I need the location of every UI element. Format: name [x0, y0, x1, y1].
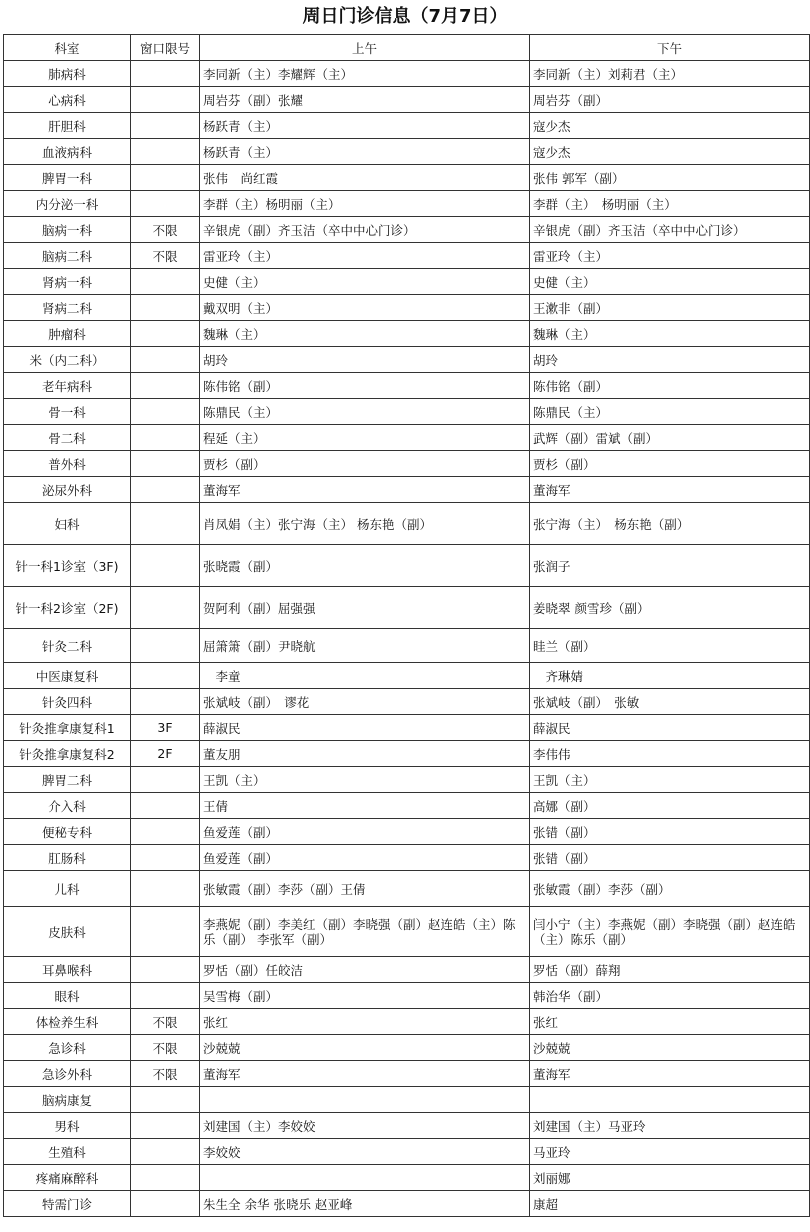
limit-cell: 2F: [131, 741, 200, 767]
dept-cell: 针灸推拿康复科2: [4, 741, 131, 767]
limit-cell: [131, 321, 200, 347]
limit-cell: [131, 451, 200, 477]
am-cell: 董海军: [200, 477, 530, 503]
table-row: [4, 845, 810, 871]
table-row: [4, 767, 810, 793]
pm-cell: 闫小宁（主）李燕妮（副）李晓强（副）赵连皓（主）陈乐（副）: [530, 907, 810, 957]
limit-cell: [131, 61, 200, 87]
header-am: 上午: [200, 35, 530, 61]
limit-cell: 不限: [131, 1061, 200, 1087]
limit-cell: [131, 269, 200, 295]
dept-cell: 体检养生科: [4, 1009, 131, 1035]
am-cell: 张斌岐（副） 谬花: [200, 689, 530, 715]
pm-cell: 张润子: [530, 545, 810, 587]
am-cell: 史健（主）: [200, 269, 530, 295]
am-cell: 陈鼎民（主）: [200, 399, 530, 425]
am-cell: 鱼爱莲（副）: [200, 845, 530, 871]
limit-cell: [131, 871, 200, 907]
dept-cell: 骨二科: [4, 425, 131, 451]
am-cell: 胡玲: [200, 347, 530, 373]
dept-cell: 急诊外科: [4, 1061, 131, 1087]
limit-cell: 不限: [131, 1035, 200, 1061]
dept-cell: 针灸推拿康复科1: [4, 715, 131, 741]
am-cell: 吴雪梅（副）: [200, 983, 530, 1009]
table-row: [4, 295, 810, 321]
pm-cell: [530, 1087, 810, 1113]
table-row: [4, 663, 810, 689]
table-row: [4, 139, 810, 165]
limit-cell: [131, 545, 200, 587]
table-row: [4, 1139, 810, 1165]
am-cell: 杨跃青（主）: [200, 113, 530, 139]
am-cell: 辛银虎（副）齐玉洁（卒中中心门诊）: [200, 217, 530, 243]
dept-cell: 内分泌一科: [4, 191, 131, 217]
table-row: [4, 451, 810, 477]
table-row: [4, 61, 810, 87]
table-row: [4, 689, 810, 715]
dept-cell: 男科: [4, 1113, 131, 1139]
table-row: [4, 425, 810, 451]
pm-cell: 韩治华（副）: [530, 983, 810, 1009]
dept-cell: 肺病科: [4, 61, 131, 87]
table-row: [4, 741, 810, 767]
table-row: [4, 1035, 810, 1061]
am-cell: 朱生全 余华 张晓乐 赵亚峰: [200, 1191, 530, 1217]
table-header-row: [4, 35, 810, 61]
am-cell: 张晓霞（副）: [200, 545, 530, 587]
table-row: [4, 1165, 810, 1191]
table-row: [4, 191, 810, 217]
table-row: [4, 907, 810, 957]
table-row: [4, 243, 810, 269]
limit-cell: [131, 477, 200, 503]
limit-cell: [131, 1191, 200, 1217]
dept-cell: 脑病一科: [4, 217, 131, 243]
pm-cell: 辛银虎（副）齐玉洁（卒中中心门诊）: [530, 217, 810, 243]
dept-cell: 便秘专科: [4, 819, 131, 845]
dept-cell: 疼痛麻醉科: [4, 1165, 131, 1191]
dept-cell: 针灸二科: [4, 629, 131, 663]
pm-cell: 寇少杰: [530, 139, 810, 165]
table-row: [4, 87, 810, 113]
table-row: [4, 269, 810, 295]
am-cell: 王倩: [200, 793, 530, 819]
dept-cell: 眼科: [4, 983, 131, 1009]
pm-cell: 胡玲: [530, 347, 810, 373]
table-row: [4, 373, 810, 399]
dept-cell: 肝胆科: [4, 113, 131, 139]
pm-cell: 王凯（主）: [530, 767, 810, 793]
table-row: [4, 1113, 810, 1139]
pm-cell: 周岩芬（副）: [530, 87, 810, 113]
dept-cell: 肾病二科: [4, 295, 131, 321]
limit-cell: [131, 1139, 200, 1165]
am-cell: 雷亚玲（主）: [200, 243, 530, 269]
pm-cell: 眭兰（副）: [530, 629, 810, 663]
pm-cell: 薛淑民: [530, 715, 810, 741]
pm-cell: 康超: [530, 1191, 810, 1217]
limit-cell: 不限: [131, 217, 200, 243]
am-cell: 张伟 尚红霞: [200, 165, 530, 191]
am-cell: 鱼爱莲（副）: [200, 819, 530, 845]
limit-cell: [131, 907, 200, 957]
am-cell: 张红: [200, 1009, 530, 1035]
table-row: [4, 957, 810, 983]
table-row: [4, 477, 810, 503]
dept-cell: 泌尿外科: [4, 477, 131, 503]
limit-cell: [131, 295, 200, 321]
pm-cell: 沙兢兢: [530, 1035, 810, 1061]
am-cell: 李燕妮（副）李美红（副）李晓强（副）赵连皓（主）陈乐（副） 李张军（副）: [200, 907, 530, 957]
dept-cell: 急诊科: [4, 1035, 131, 1061]
dept-cell: 脾胃二科: [4, 767, 131, 793]
dept-cell: 骨一科: [4, 399, 131, 425]
limit-cell: [131, 347, 200, 373]
limit-cell: 不限: [131, 243, 200, 269]
am-cell: 屈箫箫（副）尹晓航: [200, 629, 530, 663]
table-row: [4, 503, 810, 545]
table-row: [4, 347, 810, 373]
dept-cell: 针灸四科: [4, 689, 131, 715]
limit-cell: [131, 1165, 200, 1191]
limit-cell: [131, 113, 200, 139]
table-row: [4, 1087, 810, 1113]
dept-cell: 针一科2诊室（2F): [4, 587, 131, 629]
pm-cell: 李群（主） 杨明丽（主）: [530, 191, 810, 217]
am-cell: 李姣姣: [200, 1139, 530, 1165]
header-pm: 下午: [530, 35, 810, 61]
dept-cell: 心病科: [4, 87, 131, 113]
pm-cell: 张红: [530, 1009, 810, 1035]
schedule-table: [3, 34, 810, 1217]
am-cell: 魏琳（主）: [200, 321, 530, 347]
am-cell: 戴双明（主）: [200, 295, 530, 321]
am-cell: 董友朋: [200, 741, 530, 767]
dept-cell: 老年病科: [4, 373, 131, 399]
am-cell: 肖凤娟（主）张宁海（主） 杨东艳（副）: [200, 503, 530, 545]
limit-cell: [131, 983, 200, 1009]
dept-cell: 脾胃一科: [4, 165, 131, 191]
dept-cell: 特需门诊: [4, 1191, 131, 1217]
table-row: [4, 715, 810, 741]
pm-cell: 高娜（副）: [530, 793, 810, 819]
dept-cell: 生殖科: [4, 1139, 131, 1165]
dept-cell: 普外科: [4, 451, 131, 477]
limit-cell: [131, 957, 200, 983]
limit-cell: [131, 587, 200, 629]
pm-cell: 雷亚玲（主）: [530, 243, 810, 269]
limit-cell: 不限: [131, 1009, 200, 1035]
dept-cell: 米（内二科）: [4, 347, 131, 373]
header-dept: 科室: [4, 35, 131, 61]
pm-cell: 陈伟铭（副）: [530, 373, 810, 399]
dept-cell: 血液病科: [4, 139, 131, 165]
am-cell: 刘建国（主）李姣姣: [200, 1113, 530, 1139]
table-row: [4, 1061, 810, 1087]
pm-cell: 李同新（主）刘莉君（主）: [530, 61, 810, 87]
am-cell: 李同新（主）李耀辉（主）: [200, 61, 530, 87]
am-cell: 薛淑民: [200, 715, 530, 741]
limit-cell: [131, 689, 200, 715]
limit-cell: [131, 1087, 200, 1113]
pm-cell: 陈鼎民（主）: [530, 399, 810, 425]
pm-cell: 史健（主）: [530, 269, 810, 295]
table-row: [4, 1191, 810, 1217]
am-cell: 罗恬（副）任皎洁: [200, 957, 530, 983]
limit-cell: [131, 139, 200, 165]
table-row: [4, 983, 810, 1009]
am-cell: 李童: [200, 663, 530, 689]
limit-cell: [131, 87, 200, 113]
am-cell: 贾杉（副）: [200, 451, 530, 477]
am-cell: 周岩芬（副）张耀: [200, 87, 530, 113]
header-limit: 窗口限号: [131, 35, 200, 61]
dept-cell: 肾病一科: [4, 269, 131, 295]
pm-cell: 董海军: [530, 1061, 810, 1087]
table-row: [4, 217, 810, 243]
table-row: [4, 165, 810, 191]
pm-cell: 张斌岐（副） 张敏: [530, 689, 810, 715]
table-row: [4, 1009, 810, 1035]
limit-cell: [131, 629, 200, 663]
limit-cell: [131, 191, 200, 217]
dept-cell: 脑病康复: [4, 1087, 131, 1113]
pm-cell: 寇少杰: [530, 113, 810, 139]
limit-cell: [131, 1113, 200, 1139]
table-row: [4, 545, 810, 587]
pm-cell: 马亚玲: [530, 1139, 810, 1165]
am-cell: 李群（主）杨明丽（主）: [200, 191, 530, 217]
am-cell: 王凯（主）: [200, 767, 530, 793]
pm-cell: 贾杉（副）: [530, 451, 810, 477]
am-cell: 董海军: [200, 1061, 530, 1087]
am-cell: [200, 1087, 530, 1113]
pm-cell: 刘建国（主）马亚玲: [530, 1113, 810, 1139]
limit-cell: 3F: [131, 715, 200, 741]
limit-cell: [131, 399, 200, 425]
limit-cell: [131, 503, 200, 545]
pm-cell: 李伟伟: [530, 741, 810, 767]
table-row: [4, 819, 810, 845]
dept-cell: 儿科: [4, 871, 131, 907]
pm-cell: 罗恬（副）薛翔: [530, 957, 810, 983]
dept-cell: 耳鼻喉科: [4, 957, 131, 983]
pm-cell: 董海军: [530, 477, 810, 503]
am-cell: 陈伟铭（副）: [200, 373, 530, 399]
am-cell: 贺阿利（副）屈强强: [200, 587, 530, 629]
table-row: [4, 113, 810, 139]
limit-cell: [131, 165, 200, 191]
limit-cell: [131, 819, 200, 845]
table-row: [4, 871, 810, 907]
schedule-table-body: [4, 35, 810, 1217]
limit-cell: [131, 425, 200, 451]
limit-cell: [131, 845, 200, 871]
pm-cell: 张伟 郭军（副）: [530, 165, 810, 191]
am-cell: 沙兢兢: [200, 1035, 530, 1061]
dept-cell: 妇科: [4, 503, 131, 545]
dept-cell: 脑病二科: [4, 243, 131, 269]
pm-cell: 张错（副）: [530, 845, 810, 871]
limit-cell: [131, 373, 200, 399]
pm-cell: 刘丽娜: [530, 1165, 810, 1191]
dept-cell: 中医康复科: [4, 663, 131, 689]
am-cell: [200, 1165, 530, 1191]
table-row: [4, 399, 810, 425]
dept-cell: 介入科: [4, 793, 131, 819]
table-row: [4, 793, 810, 819]
am-cell: 杨跃青（主）: [200, 139, 530, 165]
pm-cell: 武辉（副）雷斌（副）: [530, 425, 810, 451]
limit-cell: [131, 663, 200, 689]
table-row: [4, 629, 810, 663]
dept-cell: 皮肤科: [4, 907, 131, 957]
limit-cell: [131, 767, 200, 793]
pm-cell: 张宁海（主） 杨东艳（副）: [530, 503, 810, 545]
am-cell: 张敏霞（副）李莎（副）王倩: [200, 871, 530, 907]
pm-cell: 张错（副）: [530, 819, 810, 845]
pm-cell: 王漱非（副）: [530, 295, 810, 321]
dept-cell: 肛肠科: [4, 845, 131, 871]
dept-cell: 肿瘤科: [4, 321, 131, 347]
dept-cell: 针一科1诊室（3F): [4, 545, 131, 587]
am-cell: 程延（主）: [200, 425, 530, 451]
pm-cell: 姜晓翠 颜雪珍（副）: [530, 587, 810, 629]
pm-cell: 魏琳（主）: [530, 321, 810, 347]
page-title: 周日门诊信息（7月7日）: [302, 6, 508, 27]
table-row: [4, 321, 810, 347]
pm-cell: 张敏霞（副）李莎（副）: [530, 871, 810, 907]
table-row: [4, 587, 810, 629]
pm-cell: 齐琳婧: [530, 663, 810, 689]
limit-cell: [131, 793, 200, 819]
